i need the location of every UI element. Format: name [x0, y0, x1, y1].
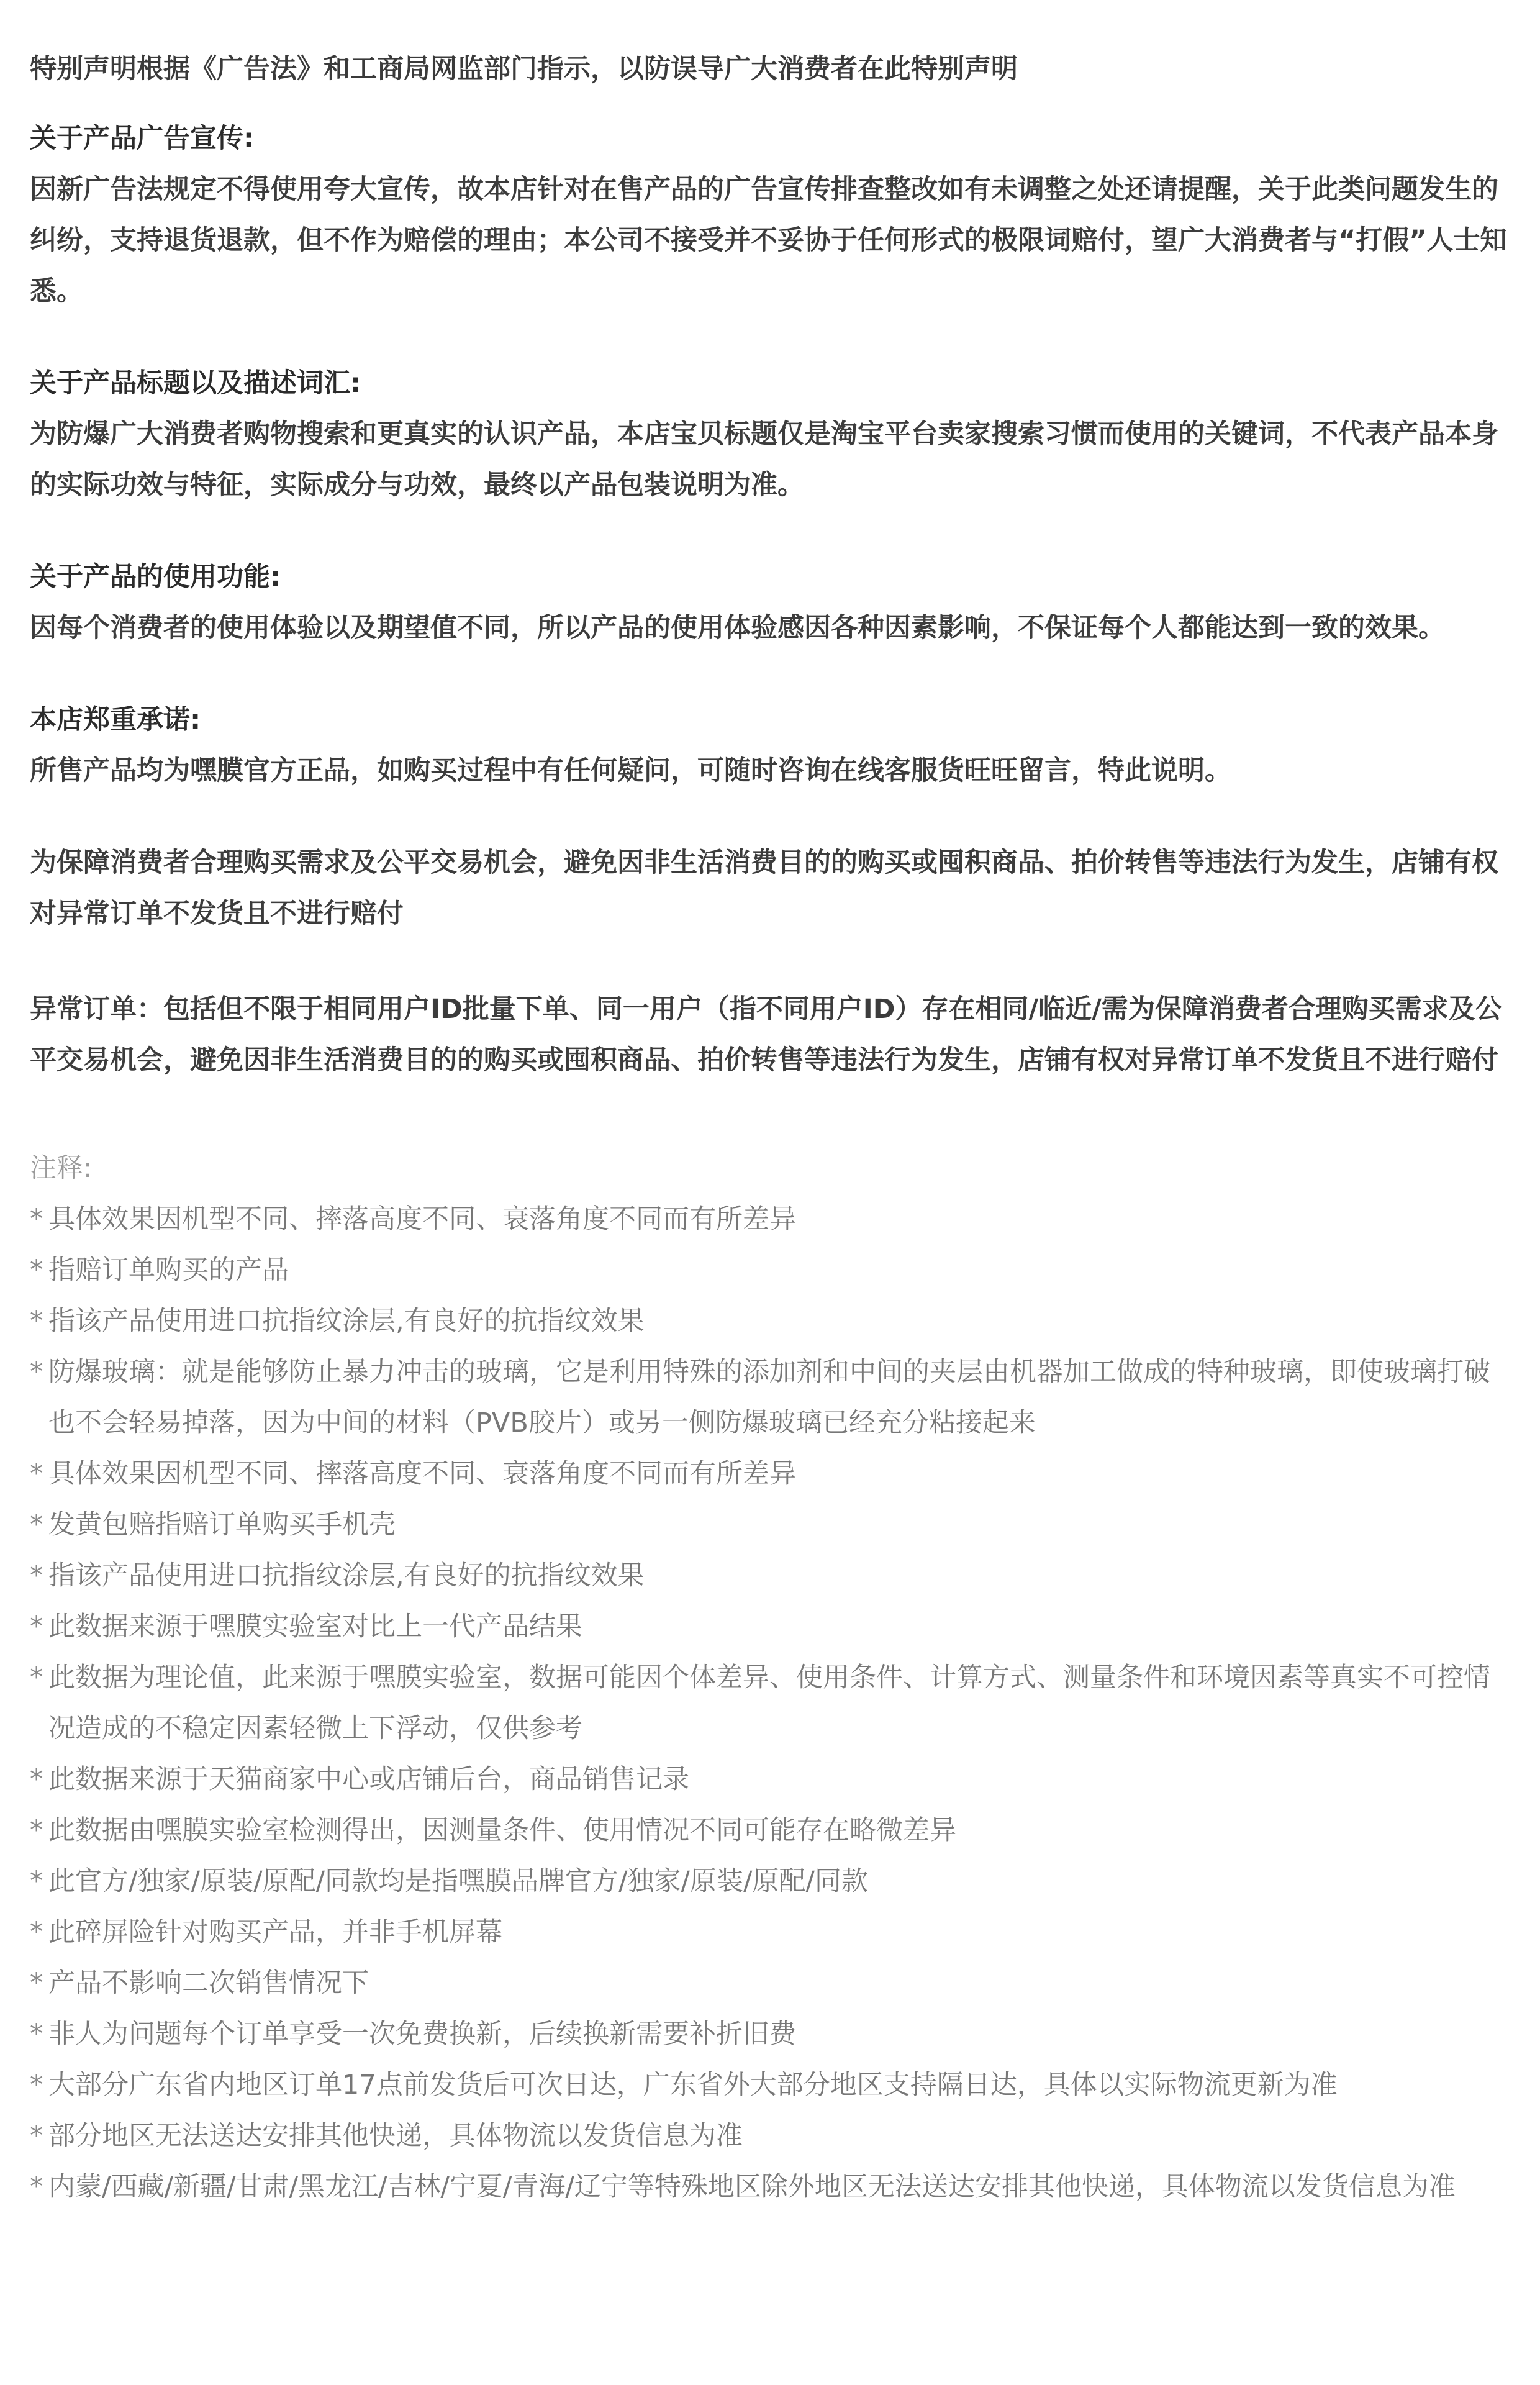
bullet-star: *	[30, 1815, 43, 1846]
fair-trade-paragraph: 为保障消费者合理购买需求及公平交易机会，避免因非生活消费目的的购买或囤积商品、拍价转售等违法行为发生，店铺有权对异常订单不发货且不进行赔付	[30, 847, 1498, 929]
bullet-star: *	[30, 2171, 43, 2202]
bullet-star: *	[30, 1611, 43, 1642]
note-item	[30, 1754, 1510, 1805]
bullet-star: *	[30, 1509, 43, 1540]
abnormal-orders-paragraph: 异常订单：包括但不限于相同用户ID批量下单、同一用户（指不同用户ID）存在相同/临近/需为保障消费者合理购买需求及公平交易机会，避免因非生活消费目的的购买或囤积商品、拍价转售等违法行为发生，店铺有权对异常订单不发货且不进行赔付	[30, 994, 1502, 1076]
note-item	[30, 1601, 1510, 1652]
note-item	[30, 1958, 1510, 2009]
note-item	[30, 1245, 1510, 1296]
note-item	[30, 1296, 1510, 1347]
note-item	[30, 1499, 1510, 1550]
bullet-star: *	[30, 1866, 43, 1897]
intro-statement: 特别声明根据《广告法》和工商局网监部门指示，以防误导广大消费者在此特别声明	[30, 53, 1018, 84]
note-item	[30, 1907, 1510, 1958]
section-title-description	[30, 358, 1510, 511]
bullet-star: *	[30, 1917, 43, 1948]
bullet-star: *	[30, 2069, 43, 2101]
note-item	[30, 1347, 1510, 1448]
section-advertising	[30, 113, 1510, 317]
bullet-star: *	[30, 1306, 43, 1337]
note-text: 大部分广东省内地区订单17点前发货后可次日达，广东省外大部分地区支持隔日达，具体以实际物流更新为准	[48, 2069, 1338, 2101]
bullet-star: *	[30, 1662, 43, 1693]
note-text: 内蒙/西藏/新疆/甘肃/黑龙江/吉林/宁夏/青海/辽宁等特殊地区除外地区无法送达安排其他快递，具体物流以发货信息为准	[48, 2171, 1456, 2202]
section-body: 因每个消费者的使用体验以及期望值不同，所以产品的使用体验感因各种因素影响，不保证每个人都能达到一致的效果。	[30, 612, 1445, 643]
note-text: 具体效果因机型不同、摔落高度不同、衰落角度不同而有所差异	[48, 1458, 796, 1489]
note-item	[30, 2110, 1510, 2161]
note-text: 指该产品使用进口抗指纹涂层,有良好的抗指纹效果	[48, 1306, 645, 1337]
bullet-star: *	[30, 1764, 43, 1795]
note-item	[30, 1194, 1510, 1245]
note-item	[30, 2161, 1510, 2212]
note-item	[30, 2009, 1510, 2060]
note-text: 此数据来源于天猫商家中心或店铺后台，商品销售记录	[48, 1764, 689, 1795]
note-text: 部分地区无法送达安排其他快递，具体物流以发货信息为准	[48, 2120, 743, 2151]
note-text: 此官方/独家/原装/原配/同款均是指嘿膜品牌官方/独家/原装/原配/同款	[48, 1866, 868, 1897]
notes-list	[30, 1194, 1510, 2212]
note-item	[30, 1652, 1510, 1754]
section-heading: 关于产品的使用功能:	[30, 561, 281, 593]
note-item	[30, 1550, 1510, 1601]
note-text: 指该产品使用进口抗指纹涂层,有良好的抗指纹效果	[48, 1560, 645, 1591]
note-text: 防爆玻璃：就是能够防止暴力冲击的玻璃，它是利用特殊的添加剂和中间的夹层由机器加工做成的特种玻璃，即使玻璃打破也不会轻易掉落，因为中间的材料（PVB胶片）或另一侧防爆玻璃已经充分粘接起来	[48, 1356, 1490, 1438]
bullet-star: *	[30, 1255, 43, 1286]
note-text: 此碎屏险针对购买产品，并非手机屏幕	[48, 1917, 502, 1948]
bullet-star: *	[30, 1458, 43, 1489]
notes-section	[30, 1143, 1510, 2212]
bullet-star: *	[30, 2120, 43, 2151]
bullet-star: *	[30, 1356, 43, 1388]
section-body: 因新广告法规定不得使用夸大宣传，故本店针对在售产品的广告宣传排查整改如有未调整之处还请提醒，关于此类问题发生的纠纷，支持退货退款，但不作为赔偿的理由；本公司不接受并不妥协于任何形式的极限词赔付，望广大消费者与“打假”人士知悉。	[30, 174, 1507, 307]
section-body: 所售产品均为嘿膜官方正品，如购买过程中有任何疑问，可随时咨询在线客服货旺旺留言，特此说明。	[30, 755, 1231, 786]
note-item	[30, 1856, 1510, 1907]
note-text: 发黄包赔指赔订单购买手机壳	[48, 1509, 396, 1540]
note-text: 非人为问题每个订单享受一次免费换新，后续换新需要补折旧费	[48, 2019, 796, 2050]
note-item	[30, 2060, 1510, 2110]
note-text: 此数据由嘿膜实验室检测得出，因测量条件、使用情况不同可能存在略微差异	[48, 1815, 956, 1846]
note-text: 产品不影响二次销售情况下	[48, 1968, 369, 1999]
note-item	[30, 1448, 1510, 1499]
bullet-star: *	[30, 1204, 43, 1235]
section-heading: 本店郑重承诺:	[30, 704, 201, 735]
bullet-star: *	[30, 1560, 43, 1591]
note-text: 此数据为理论值，此来源于嘿膜实验室，数据可能因个体差异、使用条件、计算方式、测量条件和环境因素等真实不可控情况造成的不稳定因素轻微上下浮动，仅供参考	[48, 1662, 1490, 1744]
section-usage-function	[30, 552, 1510, 653]
section-heading: 关于产品标题以及描述词汇:	[30, 368, 361, 399]
note-text: 具体效果因机型不同、摔落高度不同、衰落角度不同而有所差异	[48, 1204, 796, 1235]
note-item	[30, 1805, 1510, 1856]
section-heading: 关于产品广告宣传:	[30, 123, 255, 154]
notes-title: 注释:	[30, 1153, 93, 1184]
section-body: 为防爆广大消费者购物搜索和更真实的认识产品，本店宝贝标题仅是淘宝平台卖家搜索习惯而使用的关键词，不代表产品本身的实际功效与特征，实际成分与功效，最终以产品包装说明为准。	[30, 419, 1498, 501]
bullet-star: *	[30, 1968, 43, 1999]
bullet-star: *	[30, 2019, 43, 2050]
note-text: 此数据来源于嘿膜实验室对比上一代产品结果	[48, 1611, 582, 1642]
section-store-promise	[30, 694, 1510, 796]
note-text: 指赔订单购买的产品	[48, 1255, 289, 1286]
